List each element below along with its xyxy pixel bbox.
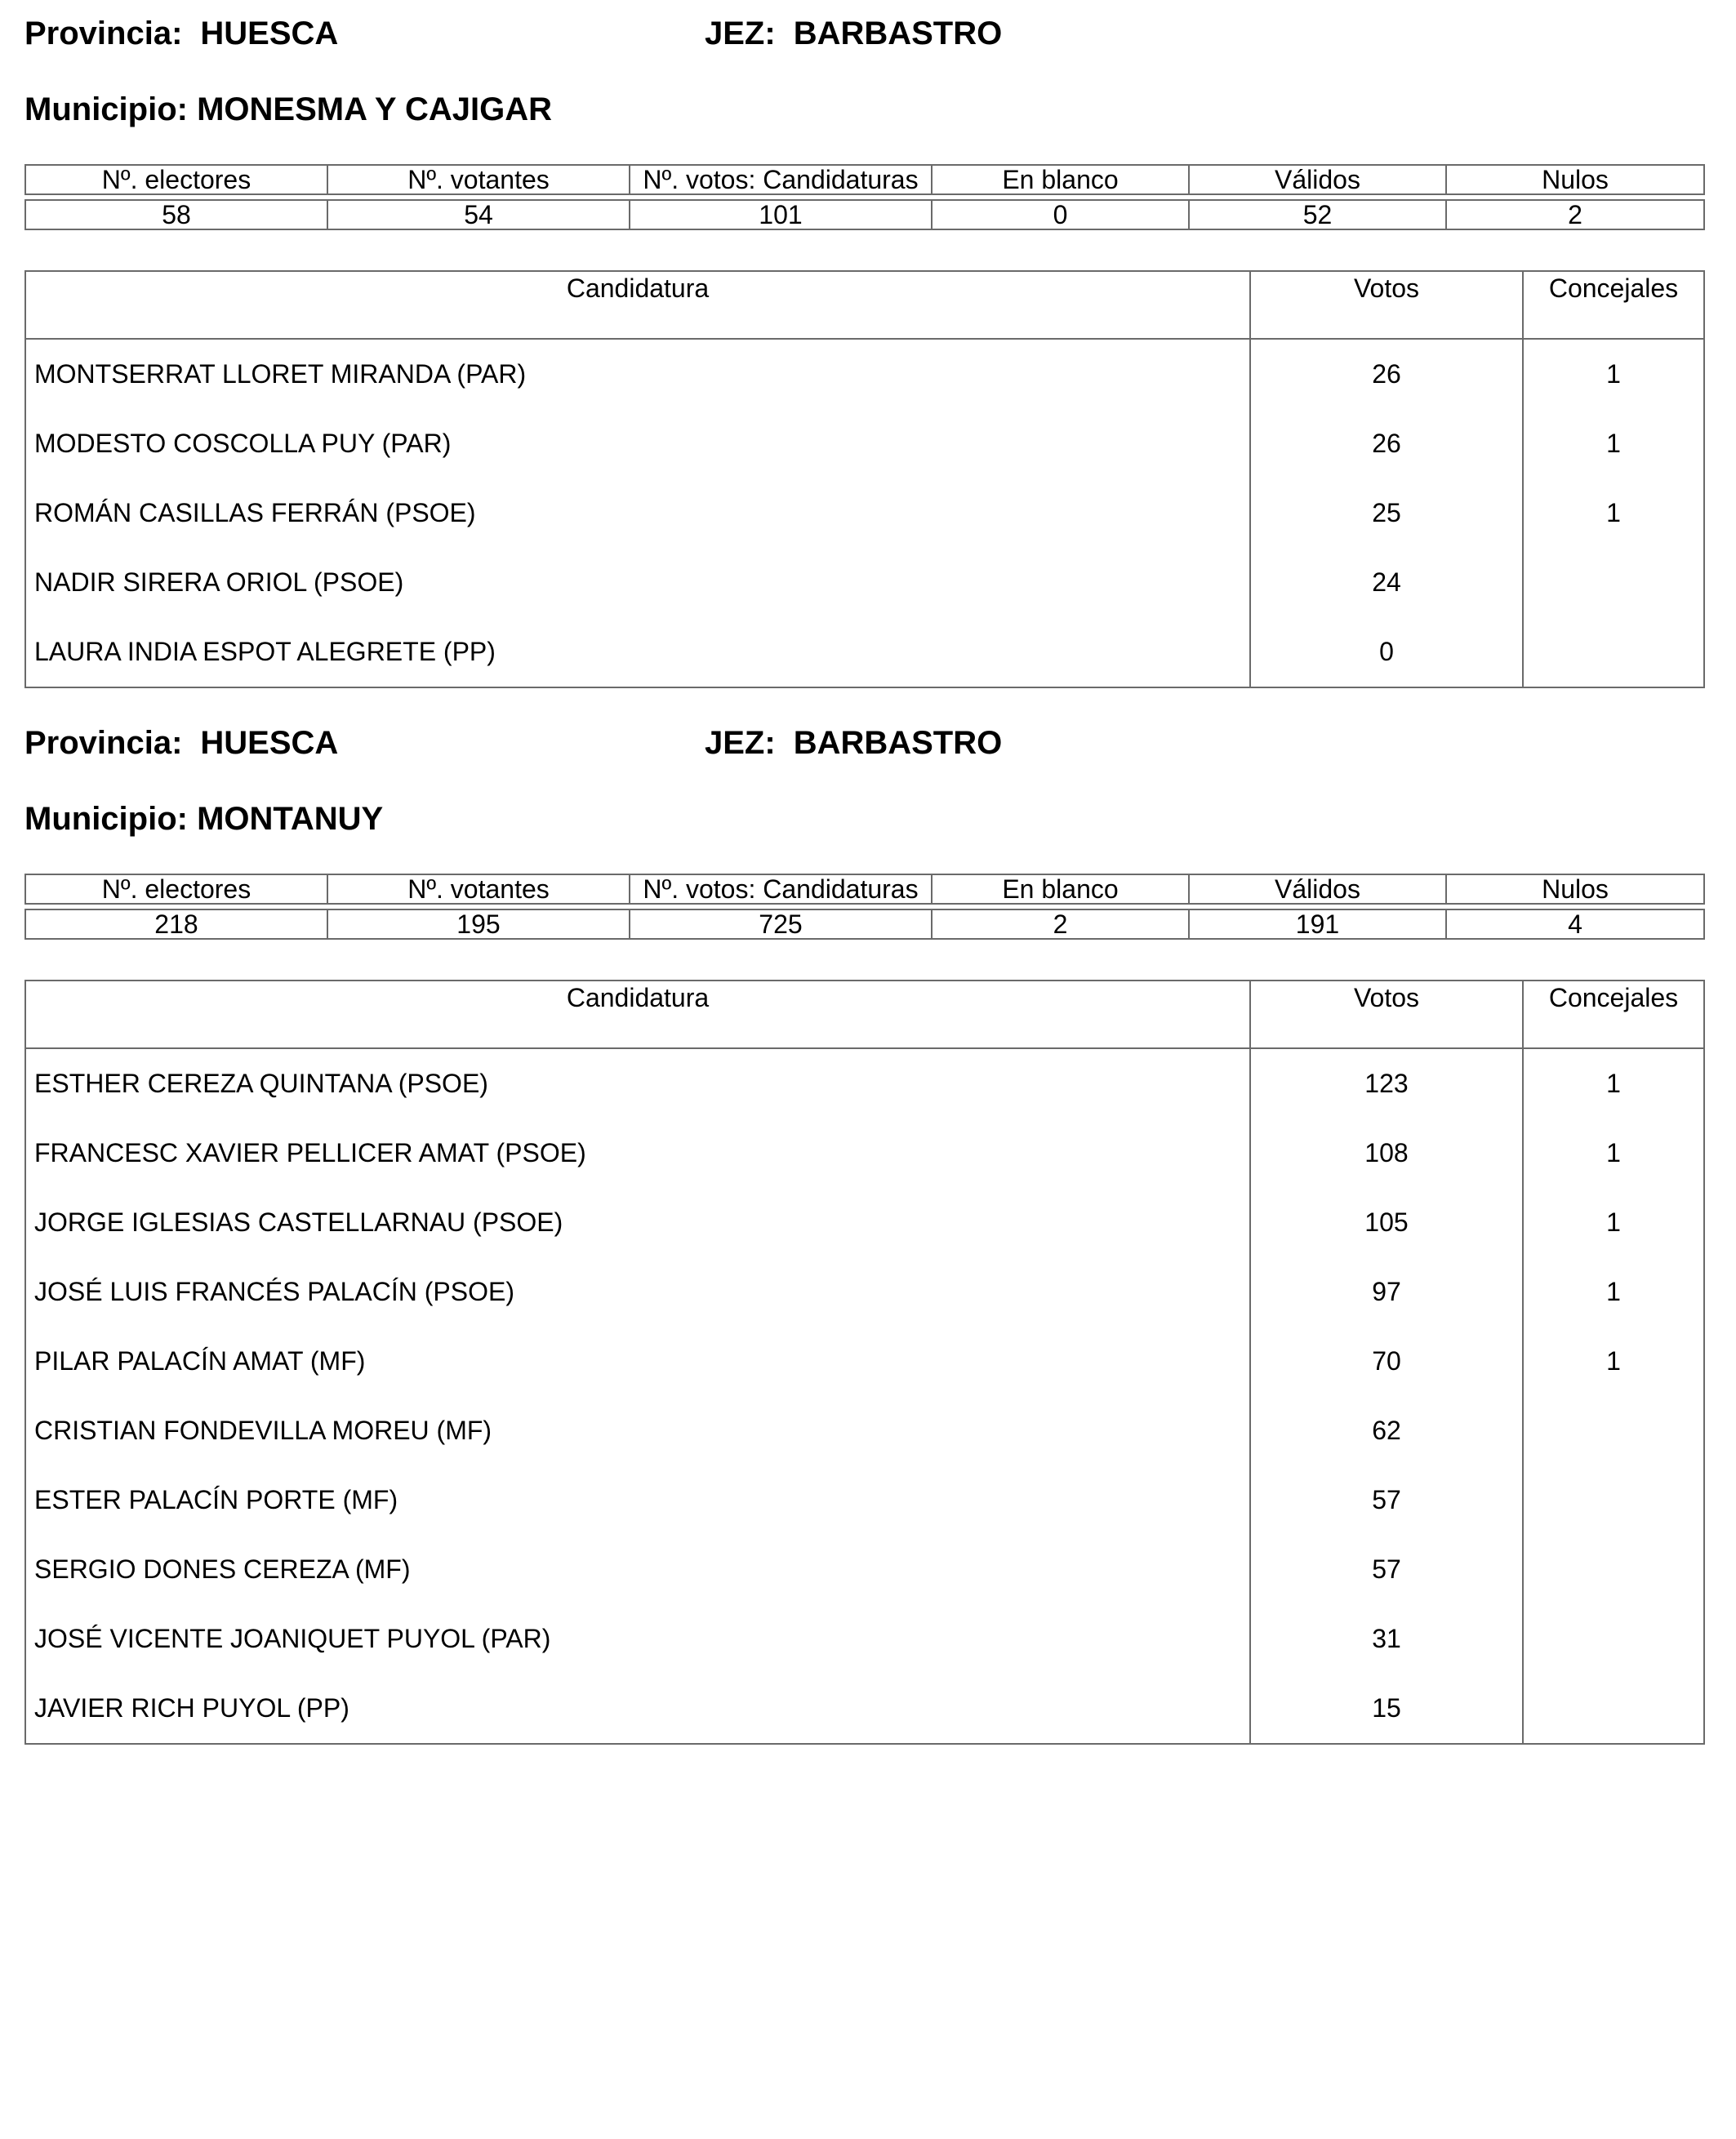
stats-table <box>24 164 1705 195</box>
stat-header: Nº. electores <box>25 165 327 194</box>
candidate-votos: 26 <box>1250 339 1523 409</box>
stat-value: 218 <box>25 909 327 939</box>
stats-values-table <box>24 199 1705 230</box>
concejales-header: Concejales <box>1523 981 1704 1048</box>
stat-header: Nº. votos: Candidaturas <box>630 165 932 194</box>
stat-value: 2 <box>1446 200 1704 229</box>
provincia-label: Provincia: <box>24 725 183 761</box>
candidate-name: MODESTO COSCOLLA PUY (PAR) <box>34 429 452 458</box>
jez-value: BARBASTRO <box>793 16 1003 51</box>
candidate-row <box>25 1048 1704 1118</box>
candidate-row <box>25 339 1704 409</box>
candidate-row <box>25 1327 1704 1396</box>
candidate-votos: 123 <box>1250 1048 1523 1118</box>
candidate-votos: 57 <box>1250 1535 1523 1604</box>
candidate-votos: 57 <box>1250 1465 1523 1535</box>
stats-table <box>24 874 1705 905</box>
candidates-table <box>24 980 1705 1745</box>
jez-line <box>705 15 1002 52</box>
candidate-concejales: 1 <box>1523 1188 1704 1257</box>
stats-value-row <box>25 909 1704 939</box>
candidate-concejales <box>1523 1674 1704 1744</box>
candidate-votos: 0 <box>1250 617 1523 687</box>
candidate-concejales <box>1523 617 1704 687</box>
stats-header-row <box>25 874 1704 904</box>
candidate-row <box>25 1465 1704 1535</box>
stat-header: Nº. votantes <box>327 165 630 194</box>
candidates-header-row <box>25 981 1704 1048</box>
candidate-concejales: 1 <box>1523 1257 1704 1327</box>
candidate-row <box>25 1604 1704 1674</box>
stats-value-row <box>25 200 1704 229</box>
candidate-name: JOSÉ LUIS FRANCÉS PALACÍN (PSOE) <box>34 1277 514 1306</box>
stat-header: Nulos <box>1446 165 1704 194</box>
provincia-label: Provincia: <box>24 16 183 51</box>
stat-value: 4 <box>1446 909 1704 939</box>
stat-value: 191 <box>1189 909 1446 939</box>
stat-header: Nº. votos: Candidaturas <box>630 874 932 904</box>
municipio-label: Municipio: <box>24 91 188 127</box>
candidate-name: JAVIER RICH PUYOL (PP) <box>34 1693 349 1723</box>
stat-header: Válidos <box>1189 874 1446 904</box>
jez-label: JEZ: <box>705 16 776 51</box>
candidate-concejales <box>1523 1396 1704 1465</box>
candidate-concejales <box>1523 1604 1704 1674</box>
stat-value: 58 <box>25 200 327 229</box>
provincia-value: HUESCA <box>200 16 339 51</box>
candidate-concejales: 1 <box>1523 339 1704 409</box>
stat-header: Válidos <box>1189 165 1446 194</box>
candidate-votos: 105 <box>1250 1188 1523 1257</box>
candidate-votos: 70 <box>1250 1327 1523 1396</box>
candidate-name: SERGIO DONES CEREZA (MF) <box>34 1554 411 1584</box>
jez-line <box>705 724 1002 762</box>
candidate-name: ROMÁN CASILLAS FERRÁN (PSOE) <box>34 498 476 527</box>
stat-value: 101 <box>630 200 932 229</box>
jez-value: BARBASTRO <box>793 725 1003 761</box>
candidate-row <box>25 409 1704 478</box>
municipio-line <box>24 91 552 128</box>
candidate-name: NADIR SIRERA ORIOL (PSOE) <box>34 567 404 597</box>
candidate-row <box>25 1257 1704 1327</box>
candidate-votos: 97 <box>1250 1257 1523 1327</box>
stat-header: En blanco <box>932 165 1189 194</box>
candidate-votos: 108 <box>1250 1118 1523 1188</box>
candidate-row <box>25 1674 1704 1744</box>
candidate-name: PILAR PALACÍN AMAT (MF) <box>34 1346 366 1376</box>
candidate-concejales: 1 <box>1523 478 1704 548</box>
votos-header: Votos <box>1250 271 1523 339</box>
candidate-name: JORGE IGLESIAS CASTELLARNAU (PSOE) <box>34 1207 563 1237</box>
candidate-row <box>25 1396 1704 1465</box>
municipio-value: MONTANUY <box>197 801 384 837</box>
stat-value: 54 <box>327 200 630 229</box>
concejales-header: Concejales <box>1523 271 1704 339</box>
candidate-votos: 31 <box>1250 1604 1523 1674</box>
stats-header-row <box>25 165 1704 194</box>
candidate-concejales <box>1523 1465 1704 1535</box>
candidate-concejales: 1 <box>1523 1118 1704 1188</box>
candidate-row <box>25 548 1704 617</box>
candidate-row <box>25 617 1704 687</box>
stat-header: En blanco <box>932 874 1189 904</box>
candidate-name: JOSÉ VICENTE JOANIQUET PUYOL (PAR) <box>34 1624 551 1653</box>
stat-header: Nº. electores <box>25 874 327 904</box>
candidate-name: ESTHER CEREZA QUINTANA (PSOE) <box>34 1069 488 1098</box>
provincia-line <box>24 724 338 762</box>
candidate-votos: 15 <box>1250 1674 1523 1744</box>
candidate-name: ESTER PALACÍN PORTE (MF) <box>34 1485 398 1514</box>
candidate-name: LAURA INDIA ESPOT ALEGRETE (PP) <box>34 637 496 666</box>
stat-value: 52 <box>1189 200 1446 229</box>
stat-value: 725 <box>630 909 932 939</box>
candidates-table <box>24 270 1705 688</box>
candidate-concejales: 1 <box>1523 409 1704 478</box>
votos-header: Votos <box>1250 981 1523 1048</box>
candidate-votos: 62 <box>1250 1396 1523 1465</box>
municipio-value: MONESMA Y CAJIGAR <box>197 91 552 127</box>
provincia-line <box>24 15 338 52</box>
candidate-name: CRISTIAN FONDEVILLA MOREU (MF) <box>34 1416 492 1445</box>
stat-value: 2 <box>932 909 1189 939</box>
candidate-votos: 24 <box>1250 548 1523 617</box>
municipio-label: Municipio: <box>24 801 188 837</box>
stats-values-table <box>24 909 1705 940</box>
candidate-row <box>25 1535 1704 1604</box>
candidatura-header: Candidatura <box>25 271 1250 339</box>
candidate-concejales <box>1523 548 1704 617</box>
candidates-header-row <box>25 271 1704 339</box>
provincia-value: HUESCA <box>200 725 339 761</box>
candidate-row <box>25 478 1704 548</box>
candidate-concejales: 1 <box>1523 1327 1704 1396</box>
stat-value: 0 <box>932 200 1189 229</box>
jez-label: JEZ: <box>705 725 776 761</box>
candidate-row <box>25 1188 1704 1257</box>
candidate-name: MONTSERRAT LLORET MIRANDA (PAR) <box>34 359 527 389</box>
candidate-votos: 25 <box>1250 478 1523 548</box>
municipio-line <box>24 800 383 838</box>
candidatura-header: Candidatura <box>25 981 1250 1048</box>
stat-header: Nulos <box>1446 874 1704 904</box>
stat-header: Nº. votantes <box>327 874 630 904</box>
candidate-votos: 26 <box>1250 409 1523 478</box>
candidate-concejales: 1 <box>1523 1048 1704 1118</box>
candidate-name: FRANCESC XAVIER PELLICER AMAT (PSOE) <box>34 1138 586 1167</box>
stat-value: 195 <box>327 909 630 939</box>
candidate-concejales <box>1523 1535 1704 1604</box>
candidate-row <box>25 1118 1704 1188</box>
